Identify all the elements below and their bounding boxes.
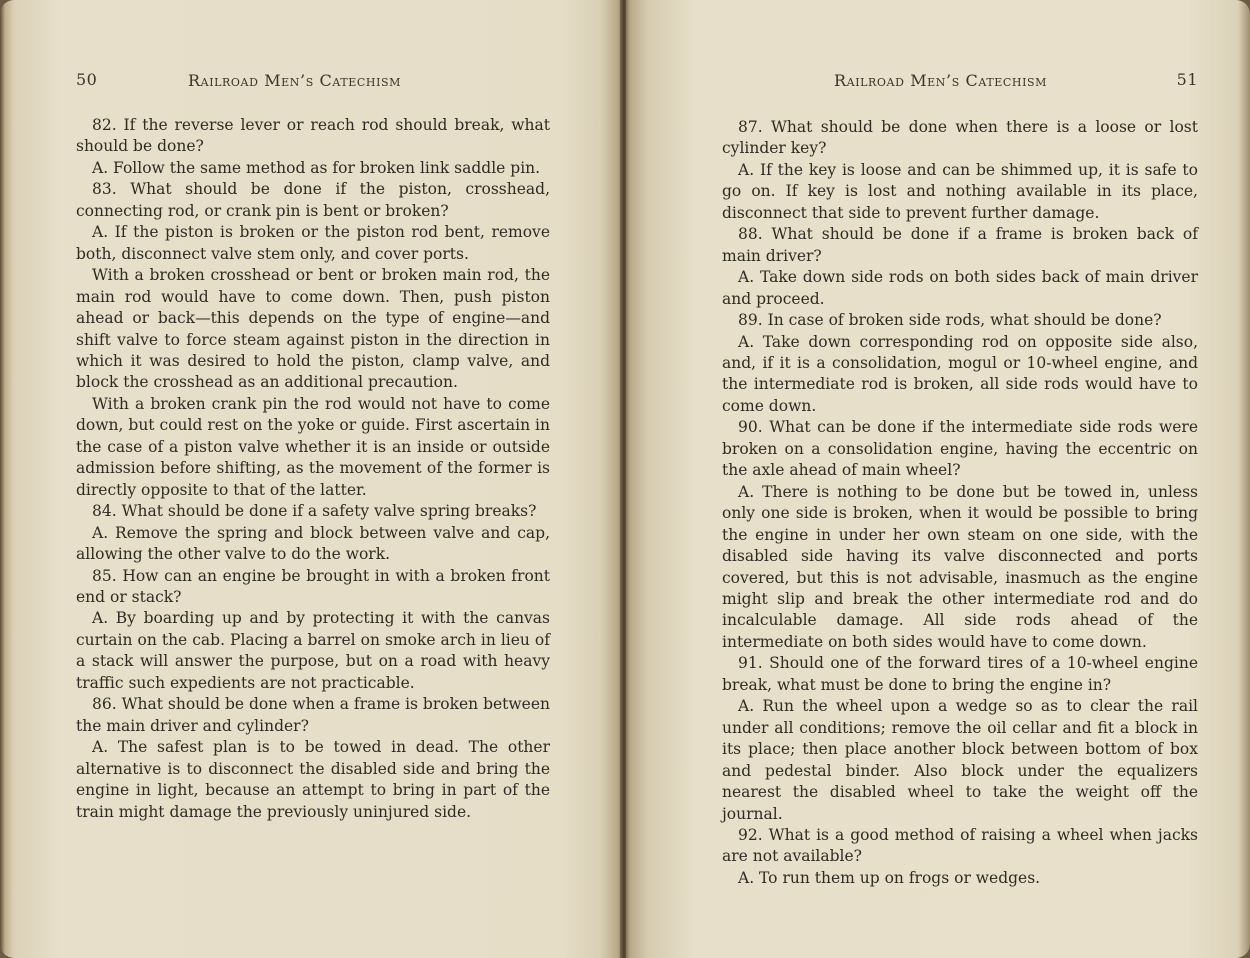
- question-86: 86. What should be done when a frame is broken between the main driver and cylinder?: [76, 695, 550, 735]
- left-page: [0, 0, 622, 958]
- answer-90: A. There is nothing to be done but be towed in, unless only one side is broken, when it would be possible to bring the engine in under her own steam on one side, with the disabled side having its valve disconnected and ports covered, but this is not advisable, inasmuch as the engine might slip and break the other intermediate rod and do incalculable damage. All side rods ahead of the intermediate on both sides would have to come down.: [722, 482, 1198, 651]
- right-page-body: [722, 117, 1198, 889]
- right-page: [626, 0, 1250, 958]
- left-page-number: 50: [76, 70, 98, 89]
- answer-86: A. The safest plan is to be towed in dead. The other alternative is to disconnect the disabled side and bring the engine in light, because an attempt to bring in part of the train might damage the previously uninjured side.: [76, 738, 550, 821]
- right-page-header: [722, 70, 1198, 100]
- answer-84: A. Remove the spring and block between valve and cap, allowing the other valve to do the work.: [76, 523, 550, 564]
- question-87: 87. What should be done when there is a loose or lost cylinder key?: [722, 118, 1198, 158]
- question-84: 84. What should be done if a safety valve spring breaks?: [92, 502, 537, 521]
- answer-83-crank-pin: With a broken crank pin the rod would not have to come down, but could rest on the yoke or guide. First ascertain in the case of a piston valve whether it is an inside or outside admission before shifting, as the movement of the former is directly opposite to that of the latter.: [76, 394, 550, 499]
- answer-92: A. To run them up on frogs or wedges.: [738, 868, 1041, 887]
- question-85: 85. How can an engine be brought in with a broken front end or stack?: [76, 566, 550, 606]
- question-92: 92. What is a good method of raising a wheel when jacks are not available?: [722, 825, 1198, 866]
- question-90: 90. What can be done if the intermediate side rods were broken on a consolidation engine, having the eccentric on the axle ahead of main wheel?: [722, 418, 1198, 480]
- answer-88: A. Take down side rods on both sides back of main driver and proceed.: [722, 268, 1198, 308]
- left-page-body: [76, 115, 550, 823]
- right-page-number: 51: [1176, 70, 1198, 89]
- question-91: 91. Should one of the forward tires of a 10-wheel engine break, what must be done to bring the engine in?: [722, 654, 1198, 694]
- left-page-header: [76, 70, 550, 100]
- question-88: 88. What should be done if a frame is broken back of main driver?: [722, 225, 1198, 265]
- answer-82: A. Follow the same method as for broken link saddle pin.: [92, 158, 541, 177]
- answer-83: A. If the piston is broken or the piston rod bent, remove both, disconnect valve stem only, and cover ports.: [76, 223, 550, 263]
- question-89: 89. In case of broken side rods, what should be done?: [738, 311, 1162, 330]
- right-running-head: Railroad Men’s Catechism: [834, 71, 1048, 90]
- answer-87: A. If the key is loose and can be shimmed up, it is safe to go on. If key is lost and nothing available in its place, disconnect that side to prevent further damage.: [722, 160, 1198, 222]
- left-running-head: Railroad Men’s Catechism: [188, 71, 402, 90]
- question-83: 83. What should be done if the piston, crosshead, connecting rod, or crank pin is bent or broken?: [76, 180, 550, 220]
- answer-91: A. Run the wheel upon a wedge so as to clear the rail under all conditions; remove the oil cellar and fit a block in its place; then place another block between bottom of box and pedestal binder. Also block under the equalizers nearest the disabled wheel to take the weight off the journal.: [722, 697, 1198, 823]
- answer-89: A. Take down corresponding rod on opposite side also, and, if it is a consolidation, mogul or 10-wheel engine, and the intermediate rod is broken, all side rods would have to come down.: [722, 332, 1198, 415]
- answer-85: A. By boarding up and by protecting it with the canvas curtain on the cab. Placing a barrel on smoke arch in lieu of a stack will answer the purpose, but on a road with heavy traffic such expedients are not practicable.: [76, 609, 550, 692]
- answer-83-crosshead: With a broken crosshead or bent or broken main rod, the main rod would have to come down. Then, push piston ahead or back—this depends on the type of engine—and shift valve to force steam against piston in the direction in which it was desired to hold the piston, clamp valve, and block the crosshead as an additional precaution.: [76, 266, 550, 392]
- question-82: 82. If the reverse lever or reach rod should break, what should be done?: [76, 116, 550, 156]
